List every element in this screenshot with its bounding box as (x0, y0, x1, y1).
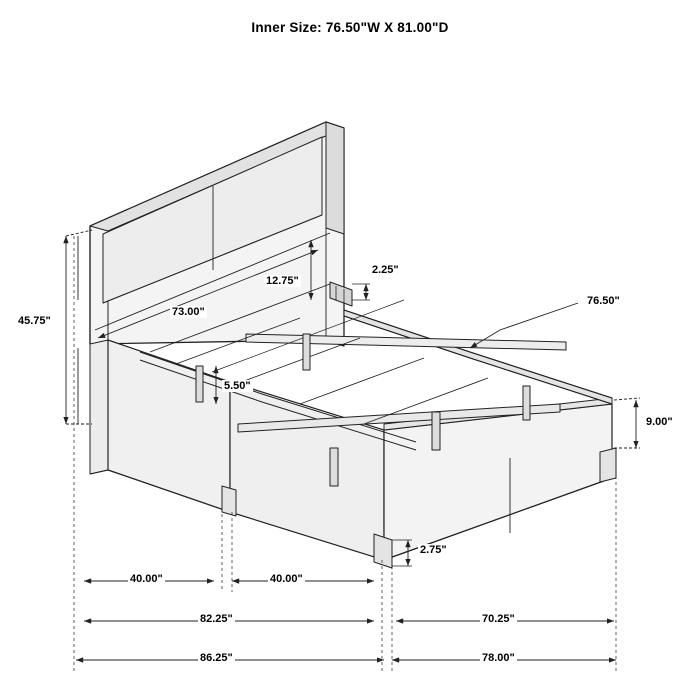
dim-leg-height: 2.75" (420, 544, 447, 556)
dim-depth-overall: 86.25" (200, 652, 233, 664)
bed-illustration (90, 122, 616, 568)
dim-rail-thickness: 2.25" (372, 264, 399, 276)
dim-slat-height: 5.50" (224, 380, 251, 392)
dim-width-overall-inner: 70.25" (482, 613, 515, 625)
page-title: Inner Size: 76.50"W X 81.00"D (251, 20, 449, 35)
dim-depth-overall-inner: 82.25" (200, 613, 233, 625)
dim-width-overall: 78.00" (482, 652, 515, 664)
dim-headboard-height: 45.75" (18, 315, 51, 327)
dim-headboard-panel-height: 12.75" (266, 275, 299, 287)
dim-headboard-width: 73.00" (172, 306, 205, 318)
dim-side-rail-height: 9.00" (646, 416, 673, 428)
dim-depth-segment-a: 40.00" (130, 573, 163, 585)
dim-inner-width-callout: 76.50" (587, 295, 620, 307)
dim-depth-segment-b: 40.00" (270, 573, 303, 585)
